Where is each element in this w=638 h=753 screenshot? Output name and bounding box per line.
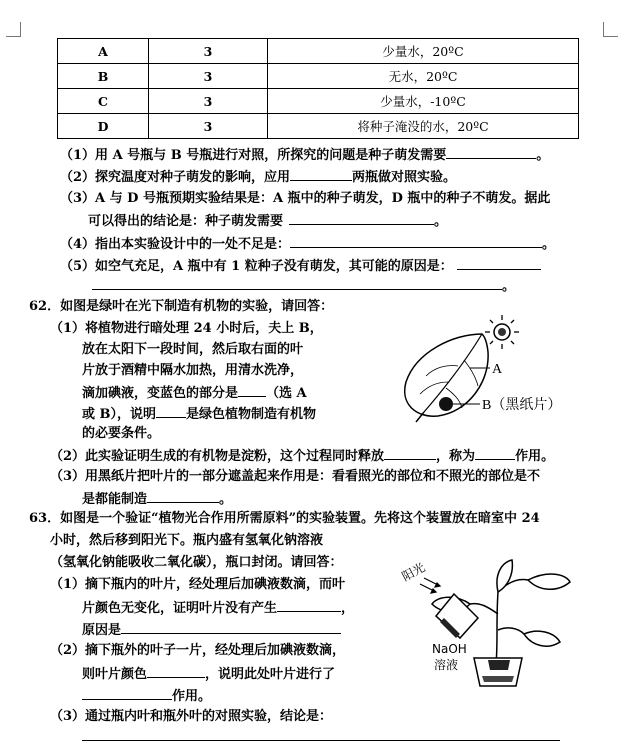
sun-icon	[485, 315, 519, 349]
q62-text: 滴加碘液，变蓝色的部分是	[82, 386, 239, 401]
answer-blank[interactable]	[147, 489, 219, 503]
q63-line	[82, 620, 341, 640]
q63-line	[82, 686, 211, 706]
q61-text: （4）指出本实验设计中的一处不足是：	[60, 237, 291, 252]
label-sunlight: 阳光	[399, 560, 428, 584]
bottle-cell: C	[58, 89, 149, 114]
count-cell: 3	[149, 89, 268, 114]
crop-mark-top-right	[603, 22, 618, 37]
answer-blank[interactable]	[290, 234, 542, 248]
q63-title: （氢氧化钠能吸收二氧化碳），瓶口封闭。请回答：	[50, 555, 343, 570]
q63-title: 63．如图是一个验证“植物光合作用所需原料”的实验装置。先将这个装置放在暗室中 24	[29, 511, 540, 526]
q62-text: 作用。	[515, 449, 555, 464]
q63-text: 原因是	[82, 623, 122, 638]
table-row	[58, 114, 579, 139]
q62-text: 是绿色植物制造有机物	[186, 407, 317, 422]
condition-cell: 少量水，-10ºC	[268, 89, 579, 114]
table-row	[58, 64, 579, 89]
q61-text: 可以得出的结论是：种子萌发需要	[88, 214, 284, 229]
q61-text: 两瓶做对照实验。	[352, 170, 457, 185]
plant-bottle-figure	[398, 552, 598, 688]
q62-text: （选 A	[266, 386, 307, 401]
q62-text: 的必要条件。	[82, 426, 161, 441]
q62-text: 片放于酒精中隔水加热，用清水洗净，	[82, 363, 304, 378]
q61-line-6	[60, 256, 541, 276]
flower-pot-icon	[474, 658, 522, 686]
q62-text: （3）用黑纸片把叶片的一部分遮盖起来作用是：看看照光的部位和不照光的部位是不	[50, 469, 541, 484]
bottle-cell: B	[58, 64, 149, 89]
answer-blank[interactable]	[238, 383, 266, 397]
q62-text: （1）将植物进行暗处理 24 小时后，夫上 B，	[50, 321, 323, 336]
label-b: B（黑纸片）	[482, 398, 562, 413]
q62-text: 放在太阳下一段时间，然后取右面的叶	[82, 342, 304, 357]
condition-cell: 无水，20ºC	[268, 64, 579, 89]
q63-text: ，说明此处叶片进行了	[205, 667, 336, 682]
q62-text: 或 B），说明	[82, 407, 157, 422]
label-naoh: NaOH	[432, 642, 467, 656]
q61-line-4	[88, 211, 447, 231]
q63-text: （2）摘下瓶外的叶子一片，经处理后加碘液数滴，	[50, 643, 346, 658]
count-cell: 3	[149, 64, 268, 89]
answer-blank[interactable]	[289, 211, 434, 225]
q63-text: 作用。	[172, 689, 212, 704]
q63-text: 片颜色无变化，证明叶片没有产生	[82, 601, 278, 616]
answer-blank[interactable]	[277, 598, 341, 612]
q61-text: 。	[536, 148, 550, 163]
q62-text: ，称为	[436, 449, 476, 464]
q63-text: 则叶片颜色	[82, 667, 148, 682]
count-cell: 3	[149, 39, 268, 64]
q61-line-2	[60, 167, 456, 187]
q62-line	[50, 446, 554, 466]
q62-line	[82, 383, 307, 403]
bottle-cell: D	[58, 114, 149, 139]
q61-text: （1）用 A 号瓶与 B 号瓶进行对照，所探究的问题是种子萌发需要	[60, 148, 447, 163]
condition-cell: 将种子淹没的水，20ºC	[268, 114, 579, 139]
q62-text: 是都能制造	[82, 492, 148, 507]
table-row	[58, 89, 579, 114]
black-paper-patch	[439, 397, 453, 411]
answer-blank[interactable]	[121, 620, 341, 634]
answer-blank[interactable]	[384, 446, 436, 460]
q61-line-5	[60, 234, 555, 254]
q61-line-7	[92, 276, 515, 296]
q61-text: （5）如空气充足，A 瓶中有 1 粒种子没有萌发，其可能的原因是：	[60, 259, 453, 274]
leaf-figure	[398, 312, 598, 424]
answer-blank[interactable]	[156, 404, 186, 418]
q61-text: 。	[542, 237, 556, 252]
answer-blank[interactable]	[92, 276, 502, 290]
q63-title: 小时，然后移到阳光下。瓶内盛有氢氧化钠溶液	[50, 533, 324, 548]
table-row	[58, 39, 579, 64]
q61-text: （2）探究温度对种子萌发的影响，应用	[60, 170, 291, 185]
q62-title: 62．如图是绿叶在光下制造有机物的实验，请回答：	[29, 299, 334, 314]
crop-mark-top-left	[6, 22, 21, 37]
q62-text: 。	[219, 492, 233, 507]
q62-line	[82, 404, 316, 424]
experiment-table	[57, 38, 579, 139]
label-a: A	[492, 362, 503, 377]
q61-text: 。	[502, 279, 516, 294]
q62-line	[82, 489, 232, 509]
bottle-cell: A	[58, 39, 149, 64]
condition-cell: 少量水，20ºC	[268, 39, 579, 64]
answer-blank[interactable]	[475, 446, 515, 460]
count-cell: 3	[149, 114, 268, 139]
answer-blank[interactable]	[446, 145, 536, 159]
label-solution: 溶液	[434, 658, 459, 672]
q61-text: 。	[434, 214, 448, 229]
q61-line-3	[60, 190, 550, 208]
q61-line-1	[60, 145, 549, 165]
answer-blank[interactable]	[82, 686, 172, 700]
q62-text: （2）此实验证明生成的有机物是淀粉，这个过程同时释放	[50, 449, 385, 464]
q63-line	[82, 664, 335, 684]
answer-blank[interactable]	[290, 167, 352, 181]
q63-line	[82, 598, 354, 618]
q63-text: ，	[341, 601, 355, 616]
answer-line[interactable]	[82, 740, 560, 741]
q63-text: （1）摘下瓶内的叶片，经处理后加碘液数滴，而叶	[50, 577, 346, 592]
q61-text: （3）A 与 D 号瓶预期实验结果是：A 瓶中的种子萌发，D 瓶中的种子不萌发。据此	[60, 191, 551, 206]
answer-blank[interactable]	[147, 664, 205, 678]
answer-blank[interactable]	[457, 256, 541, 270]
q63-text: （3）通过瓶内叶和瓶外叶的对照实验，结论是：	[50, 709, 333, 724]
sunlight-arrows-icon	[420, 578, 440, 593]
